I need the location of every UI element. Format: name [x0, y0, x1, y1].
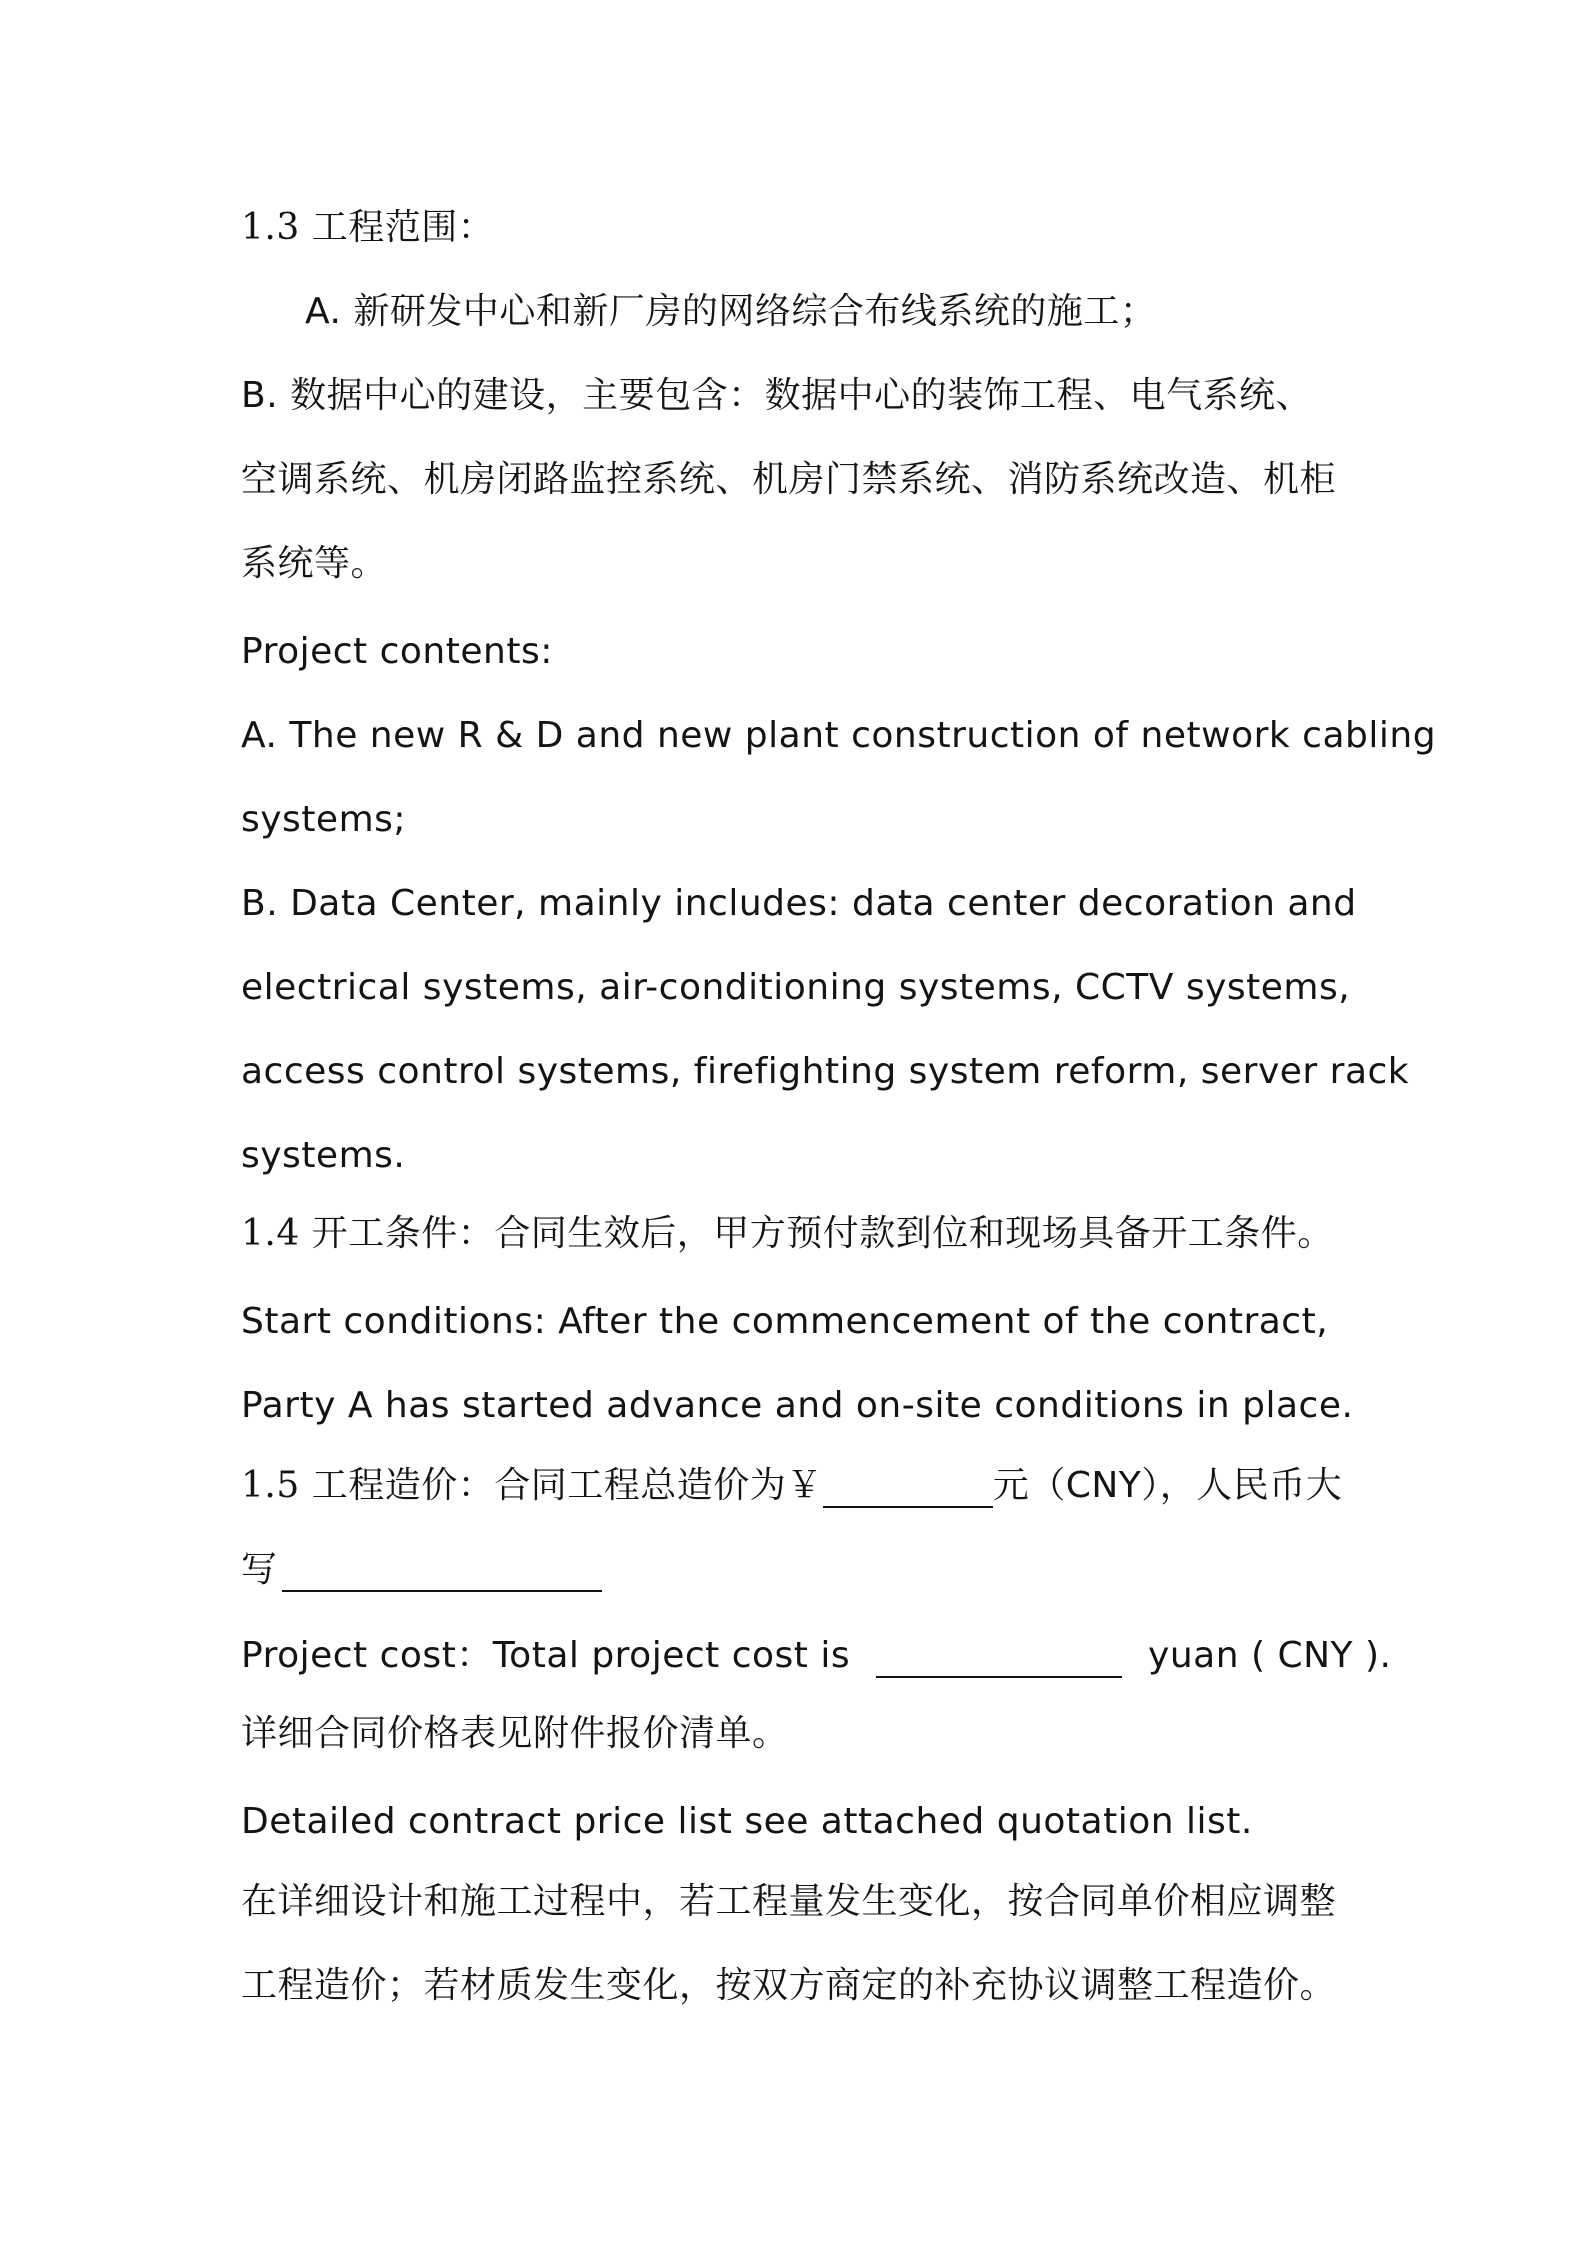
project-contents-heading: Project contents:: [241, 631, 553, 672]
scope-item-b-line-3: 系统等。: [241, 543, 388, 584]
section-1-3-heading: [241, 206, 494, 250]
project-contents-a-line-1: A. The new R & D and new plant construction of network cabling: [241, 715, 1437, 756]
start-conditions-en-line-1: Start conditions: After the commencement of the contract,: [241, 1301, 1329, 1342]
section-number: 1.4: [241, 1213, 300, 1254]
project-cost-en-currency: yuan ( CNY ).: [1148, 1635, 1392, 1676]
project-cost-en-text: Project cost：Total project cost is: [241, 1635, 851, 1676]
price-adjustment-line-1: 在详细设计和施工过程中，若工程量发生变化，按合同单价相应调整: [241, 1881, 1337, 1922]
scope-item-b-line-1: B. 数据中心的建设，主要包含：数据中心的装饰工程、电气系统、: [241, 375, 1313, 416]
start-conditions-en-line-2: Party A has started advance and on-site conditions in place.: [241, 1385, 1354, 1426]
scope-item-a: A. 新研发中心和新厂房的网络综合布线系统的施工；: [305, 291, 1157, 332]
amount-in-words-line: [241, 1548, 602, 1592]
section-number: 1.3: [241, 207, 300, 248]
project-contents-b-line-4: systems.: [241, 1135, 406, 1176]
section-1-4-start-conditions: [241, 1212, 1334, 1256]
quotation-list-note-cn: 详细合同价格表见附件报价清单。: [241, 1713, 789, 1754]
section-number: 1.5: [241, 1465, 300, 1506]
project-cost-en-line: [241, 1634, 1391, 1678]
scope-item-b-line-2: 空调系统、机房闭路监控系统、机房门禁系统、消防系统改造、机柜: [241, 459, 1337, 500]
amount-in-words-label: 写: [241, 1549, 278, 1590]
project-cost-text: 工程造价：合同工程总造价为￥: [311, 1465, 823, 1506]
quotation-list-note-en: Detailed contract price list see attached quotation list.: [241, 1801, 1253, 1842]
project-contents-b-line-1: B. Data Center, mainly includes: data center decoration and: [241, 883, 1357, 924]
section-title: 工程范围：: [311, 207, 495, 248]
amount-in-words-blank[interactable]: [282, 1556, 602, 1592]
total-cost-en-blank[interactable]: [876, 1642, 1122, 1678]
project-contents-a-line-2: systems;: [241, 799, 407, 840]
price-adjustment-line-2: 工程造价；若材质发生变化，按双方商定的补充协议调整工程造价。: [241, 1965, 1337, 2006]
total-cost-blank[interactable]: [823, 1472, 993, 1508]
project-cost-currency-text: 元（CNY），人民币大: [992, 1465, 1343, 1506]
project-contents-b-line-3: access control systems, firefighting system reform, server rack: [241, 1051, 1410, 1092]
section-1-5-project-cost: [241, 1464, 1342, 1508]
project-contents-b-line-2: electrical systems, air-conditioning systems, CCTV systems,: [241, 967, 1351, 1008]
start-conditions-text: 开工条件：合同生效后，甲方预付款到位和现场具备开工条件。: [311, 1213, 1334, 1254]
